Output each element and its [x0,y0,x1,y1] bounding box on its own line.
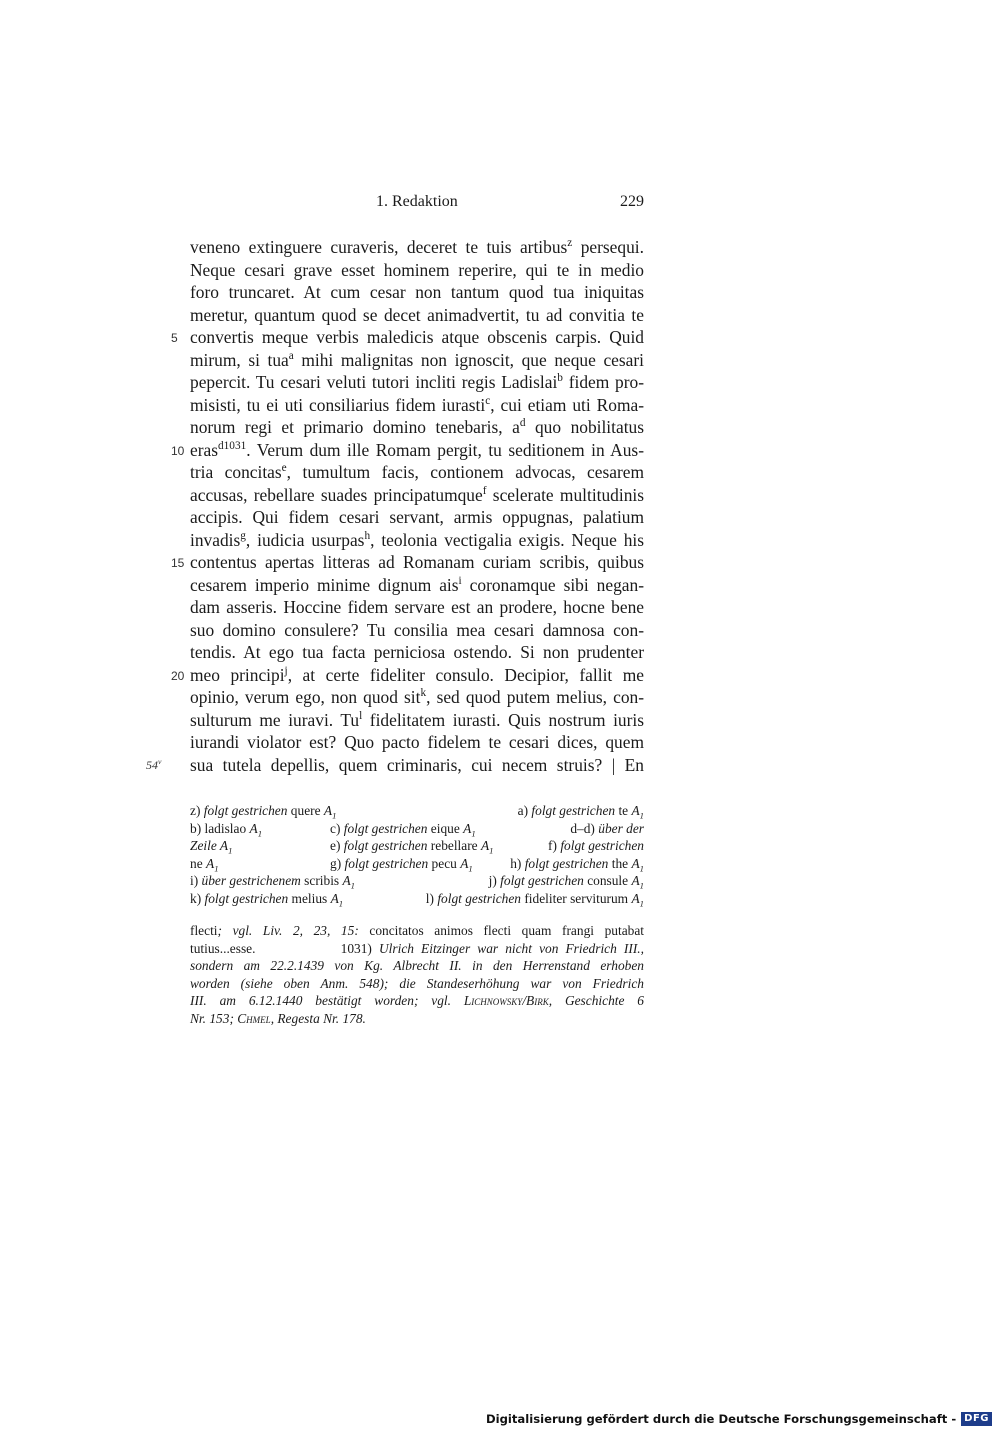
apparatus-entry: ne $A_1$ [190,855,219,874]
folio-marker: 54$^v$ [146,756,162,772]
dfg-logo: DFG [961,1412,992,1426]
text-line: iurandi violator est? Quo pacto fidelem te cesari dices, quem [190,732,644,752]
text-line: dam asseris. Hoccine fidem servare est an prodere, hocne bene [190,597,644,617]
apparatus-entry: b) ladislao $A_1$ [190,820,263,839]
text-line: suo domino consulere? Tu consilia mea cesari damnosa con- [190,619,644,640]
apparatus-entry: g) folgt gestrichen pecu $A_1$ [330,855,473,874]
text-line: mirum, si tua$^a$ mihi malignitas non ignoscit, que neque cesari [190,349,644,370]
apparatus-entry: f) folgt gestrichen [548,838,644,853]
text-line: accipis. Qui fidem cesari servant, armis oppugnas, palatium [190,507,644,527]
text-line: opinio, verum ego, non quod sit$^k$, sed quod putem melius, con- [190,687,645,707]
text-line: tendis. At ego tua facta perniciosa ostendo. Si non prudenter [190,642,644,662]
apparatus-entry: d–d) über der [570,820,644,836]
line-number: 5 [171,331,178,345]
text-line: misisti, tu ei uti consiliarius fidem iurasti$^c$, cui etiam uti Roma- [190,394,645,415]
apparatus-row [190,837,644,855]
text-line: foro truncaret. At cum cesar non tantum quod tua iniquitas [190,282,644,302]
text-line: eras$^{d1031}$. Verum dum ille Romam pergit, tu seditionem in Aus- [190,439,644,460]
text-line: norum regi et primario domino tenebaris, $a^d$ quo nobilitatus [190,417,644,437]
apparatus-row [190,855,644,873]
footer-text: Digitalisierung gefördert durch die Deutsche Forschungsgemeinschaft - [486,1412,957,1426]
apparatus-entry: l) folgt gestrichen fideliter serviturum $A_1$ [425,890,644,909]
commentary-notes [190,922,644,1028]
apparatus-row [190,802,644,820]
apparatus-entry: c) folgt gestrichen eique $A_1$ [330,820,476,839]
text-line: meo principi$^j$, at certe fideliter consulo. Decipior, fallit me [190,664,644,685]
apparatus-row [190,820,644,838]
text-line: sua tutela depellis, quem criminaris, cui necem struis? | En [190,754,644,775]
apparatus-entry: j) folgt gestrichen consule $A_1$ [488,873,644,891]
text-line: cesarem imperio minime dignum ais$^i$ coronamque sibi negan- [190,574,644,595]
text-line: contentus apertas litteras ad Romanam curiam scribis, quibus [190,552,644,572]
line-number: 15 [171,556,185,570]
text-line: tria concitas$^e$, tumultum facis, contionem advocas, cesarem [190,462,645,482]
note-line: flecti; vgl. Liv. 2, 23, 15: concitatos animos flecti quam frangi putabat [190,923,644,938]
text-line: convertis meque verbis maledicis atque obscenis carpis. Quid [190,327,644,347]
apparatus-row [190,890,644,908]
apparatus-entry: e) folgt gestrichen rebellare $A_1$ [330,838,494,856]
note-line: worden (siehe oben Anm. 548); die Standeserhöhung war von Friedrich [190,975,644,991]
apparatus-entry: Zeile $A_1$ [190,838,233,856]
note-line: tutius...esse. 1031) Ulrich Eitzinger war nicht von Friedrich III., [190,940,644,956]
text-line: pepercit. Tu cesari veluti tutori incliti regis Ladislai$^b$ fidem pro- [190,372,644,392]
note-line: sondern am 22.2.1439 von Kg. Albrecht II. in den Herrenstand erhoben [190,958,644,974]
apparatus-row [190,872,644,890]
note-line: Nr. 153; Chmel, Regesta Nr. 178. [190,1010,366,1026]
text-line: accusas, rebellare suades principatumque$^f$ scelerate multitudinis [190,484,644,505]
text-line: sulturum me iuravi. Tu$^l$ fidelitatem iurasti. Quis nostrum iuris [190,709,644,730]
funding-footer [486,1409,992,1429]
note-line: III. am 6.12.1440 bestätigt worden; vgl. Lichnowsky/Birk, Geschichte 6 [190,993,644,1009]
text-line: meretur, quantum quod se decet animadvertit, tu ad convitia te [190,304,644,325]
apparatus-entry: h) folgt gestrichen the $A_1$ [510,855,644,874]
line-number: 10 [171,443,185,458]
apparatus-entry: i) über gestrichenem scribis $A_1$ [190,873,356,891]
line-number: 20 [171,668,185,683]
page-number: 229 [620,193,644,210]
text-line: invadis$^g$, iudicia usurpas$^h$, teolonia vectigalia exigis. Neque his [190,529,644,550]
apparatus-entry: k) folgt gestrichen melius $A_1$ [190,890,344,909]
section-title: 1. Redaktion [376,193,458,210]
text-line: Neque cesari grave esset hominem reperire, qui te in medio [190,259,644,280]
apparatus-entry: z) folgt gestrichen quere $A_1$ [190,803,337,821]
running-header [190,193,644,215]
critical-apparatus [190,802,644,907]
text-line: veneno extinguere curaveris, deceret te tuis artibus$^z$ persequi. [190,237,644,257]
main-text [190,236,644,776]
apparatus-entry: a) folgt gestrichen te $A_1$ [517,803,644,821]
